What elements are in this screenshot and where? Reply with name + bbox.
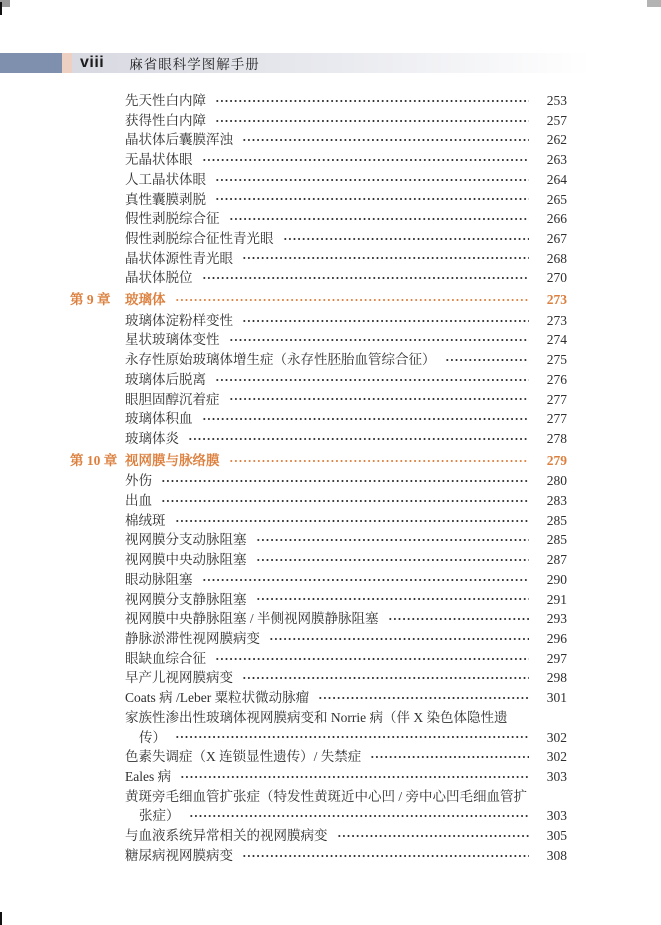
header-pink-block [62, 53, 72, 73]
dot-leader [202, 575, 530, 585]
toc-entry-row [70, 728, 567, 748]
dot-leader [215, 175, 529, 185]
dot-leader [388, 614, 529, 624]
entry-title: 早产儿视网膜病变 [125, 670, 233, 686]
entry-title: 眼胆固醇沉着症 [125, 391, 220, 407]
toc-entry-row [70, 668, 567, 688]
dot-leader [318, 693, 529, 703]
entry-page-number: 276 [546, 371, 567, 387]
entry-page-number: 297 [546, 650, 567, 666]
toc-entry-row [70, 268, 567, 288]
entry-title: 获得性白内障 [125, 112, 206, 128]
toc-entry-row [70, 609, 567, 629]
dot-leader [161, 496, 529, 506]
entry-title: 与血液系统异常相关的视网膜病变 [125, 828, 328, 844]
entry-page-number: 303 [546, 808, 567, 824]
running-book-title: 麻省眼科学图解手册 [129, 57, 260, 72]
toc-entry-row [70, 708, 567, 728]
entry-title: 出血 [125, 493, 152, 509]
entry-page-number: 264 [546, 171, 567, 187]
entry-page-number: 285 [546, 512, 567, 528]
entry-title: 真性囊膜剥脱 [125, 191, 206, 207]
toc-entry-row [70, 747, 567, 767]
entry-page-number: 267 [546, 230, 567, 246]
entry-page-number: 280 [546, 473, 567, 489]
scan-artifact-top-right-gray [647, 0, 661, 7]
entry-page-number: 277 [546, 411, 567, 427]
entry-page-number: 290 [546, 571, 567, 587]
toc-entry-row [70, 787, 567, 807]
dot-leader [229, 214, 530, 224]
entry-page-number: 253 [546, 93, 567, 108]
dot-leader [161, 476, 529, 486]
entry-title: 人工晶状体眼 [125, 171, 206, 187]
entry-page-number: 302 [546, 749, 567, 765]
dot-leader [256, 555, 530, 565]
entry-title: 视网膜中央动脉阻塞 [125, 552, 247, 568]
toc-entry-row [70, 806, 567, 826]
entry-title: 传） [139, 729, 166, 745]
entry-page-number: 273 [546, 292, 567, 308]
entry-page-number: 265 [546, 191, 567, 207]
entry-page-number: 298 [546, 670, 567, 686]
dot-leader [188, 434, 529, 444]
dot-leader [180, 772, 529, 782]
dot-leader [242, 135, 529, 145]
entry-title: 黄斑旁毛细血管扩张症（特发性黄斑近中心凹 / 旁中心凹毛细血管扩 [125, 788, 527, 804]
entry-page-number: 266 [546, 211, 567, 227]
toc-entry-row [70, 170, 567, 190]
toc-entry-row [70, 629, 567, 649]
toc-entry-row [70, 350, 567, 370]
toc-entry-row [70, 111, 567, 131]
toc-entry-row [70, 649, 567, 669]
entry-title: 先天性白内障 [125, 93, 206, 108]
toc-entry-row [70, 530, 567, 550]
dot-leader [215, 96, 529, 106]
header-blue-block [0, 53, 62, 73]
entry-title: 晶状体脱位 [125, 270, 193, 286]
scan-artifact-top-left-black [0, 2, 2, 15]
entry-title: 星状玻璃体变性 [125, 332, 220, 348]
toc-entry-row [70, 491, 567, 511]
page-header [0, 53, 661, 73]
toc-entry-row [70, 409, 567, 429]
toc-entry-row [70, 767, 567, 787]
toc-entry-row [70, 150, 567, 170]
dot-leader [283, 234, 530, 244]
entry-page-number: 291 [546, 591, 567, 607]
dot-leader [202, 273, 530, 283]
toc-entry-row [70, 190, 567, 210]
dot-leader [215, 116, 529, 126]
dot-leader [229, 394, 530, 404]
header-gradient-bar [72, 53, 661, 73]
entry-page-number: 301 [546, 690, 567, 706]
dot-leader [202, 155, 530, 165]
toc-entry-row [70, 570, 567, 590]
entry-title: Eales 病 [125, 768, 172, 784]
entry-page-number: 287 [546, 552, 567, 568]
entry-page-number: 302 [546, 729, 567, 745]
toc-entry-row [70, 429, 567, 449]
entry-page-number: 262 [546, 132, 567, 148]
entry-title: 静脉淤滞性视网膜病变 [125, 630, 260, 646]
dot-leader [202, 414, 530, 424]
entry-title: 玻璃体淀粉样变性 [125, 312, 233, 328]
toc-entry-row [70, 471, 567, 491]
dot-leader [370, 752, 529, 762]
dot-leader [175, 516, 530, 526]
entry-page-number: 285 [546, 532, 567, 548]
chapter-number-label: 第 10 章 [70, 452, 118, 468]
toc-entry-row [70, 249, 567, 269]
dot-leader [337, 831, 530, 841]
dot-leader [215, 654, 529, 664]
entry-title: 晶状体源性青光眼 [125, 250, 233, 266]
entry-page-number: 270 [546, 270, 567, 286]
entry-title: 糖尿病视网膜病变 [125, 847, 233, 863]
dot-leader [256, 594, 530, 604]
entry-page-number: 273 [546, 312, 567, 328]
entry-title: 晶状体后囊膜浑浊 [125, 132, 233, 148]
folio-page-number: viii [80, 54, 105, 71]
entry-title: 无晶状体眼 [125, 152, 193, 168]
entry-title: 假性剥脱综合征 [125, 211, 220, 227]
toc-entry-row [70, 311, 567, 331]
dot-leader [215, 194, 529, 204]
toc-entry-row [70, 330, 567, 350]
entry-page-number: 305 [546, 828, 567, 844]
scan-artifact-bottom-left-black [0, 912, 2, 925]
entry-title: 视网膜分支动脉阻塞 [125, 532, 247, 548]
dot-leader [242, 851, 529, 861]
chapter-title: 玻璃体 [125, 292, 166, 308]
table-of-contents [70, 91, 567, 865]
entry-page-number: 293 [546, 611, 567, 627]
toc-chapter-row [70, 451, 567, 471]
entry-page-number: 268 [546, 250, 567, 266]
entry-page-number: 279 [546, 452, 567, 468]
dot-leader [229, 456, 530, 466]
entry-title: 眼动脉阻塞 [125, 571, 193, 587]
dot-leader [229, 335, 530, 345]
dot-leader [175, 295, 530, 305]
entry-title: 永存性原始玻璃体增生症（永存性胚胎血管综合征） [125, 352, 436, 368]
dot-leader [445, 355, 530, 365]
dot-leader [256, 535, 530, 545]
entry-page-number: 274 [546, 332, 567, 348]
dot-leader [242, 316, 529, 326]
toc-entry-row [70, 390, 567, 410]
toc-entry-row [70, 130, 567, 150]
entry-title: 家族性渗出性玻璃体视网膜病变和 Norrie 病（伴 X 染色体隐性遗 [125, 709, 508, 725]
toc-entry-row [70, 826, 567, 846]
entry-title: 色素失调症（X 连锁显性遗传）/ 失禁症 [125, 749, 362, 765]
entry-title: 眼缺血综合征 [125, 650, 206, 666]
toc-entry-row [70, 91, 567, 111]
entry-page-number: 263 [546, 152, 567, 168]
toc-entry-row [70, 846, 567, 866]
entry-title: 张症） [139, 808, 180, 824]
entry-title: 玻璃体积血 [125, 411, 193, 427]
entry-title: Coats 病 /Leber 粟粒状微动脉瘤 [125, 690, 310, 706]
toc-chapter-row [70, 290, 567, 310]
toc-entry-row [70, 511, 567, 531]
entry-title: 外伤 [125, 473, 152, 489]
entry-title: 棉绒斑 [125, 512, 166, 528]
entry-title: 视网膜分支静脉阻塞 [125, 591, 247, 607]
toc-entry-row [70, 209, 567, 229]
dot-leader [175, 732, 529, 742]
entry-page-number: 257 [546, 112, 567, 128]
entry-title: 假性剥脱综合征性青光眼 [125, 230, 274, 246]
entry-page-number: 303 [546, 768, 567, 784]
toc-entry-row [70, 229, 567, 249]
dot-leader [189, 811, 530, 821]
toc-entry-row [70, 688, 567, 708]
entry-page-number: 296 [546, 630, 567, 646]
entry-page-number: 278 [546, 430, 567, 446]
entry-title: 视网膜中央静脉阻塞 / 半侧视网膜静脉阻塞 [125, 611, 379, 627]
chapter-title: 视网膜与脉络膜 [125, 452, 220, 468]
chapter-number-label: 第 9 章 [70, 292, 111, 308]
toc-entry-row [70, 550, 567, 570]
dot-leader [242, 673, 529, 683]
entry-page-number: 308 [546, 847, 567, 863]
dot-leader [215, 375, 529, 385]
dot-leader [269, 634, 529, 644]
toc-entry-row [70, 590, 567, 610]
entry-title: 玻璃体炎 [125, 430, 179, 446]
dot-leader [242, 253, 529, 263]
toc-entry-row [70, 370, 567, 390]
entry-page-number: 283 [546, 493, 567, 509]
entry-title: 玻璃体后脱离 [125, 371, 206, 387]
entry-page-number: 275 [546, 352, 567, 368]
entry-page-number: 277 [546, 391, 567, 407]
